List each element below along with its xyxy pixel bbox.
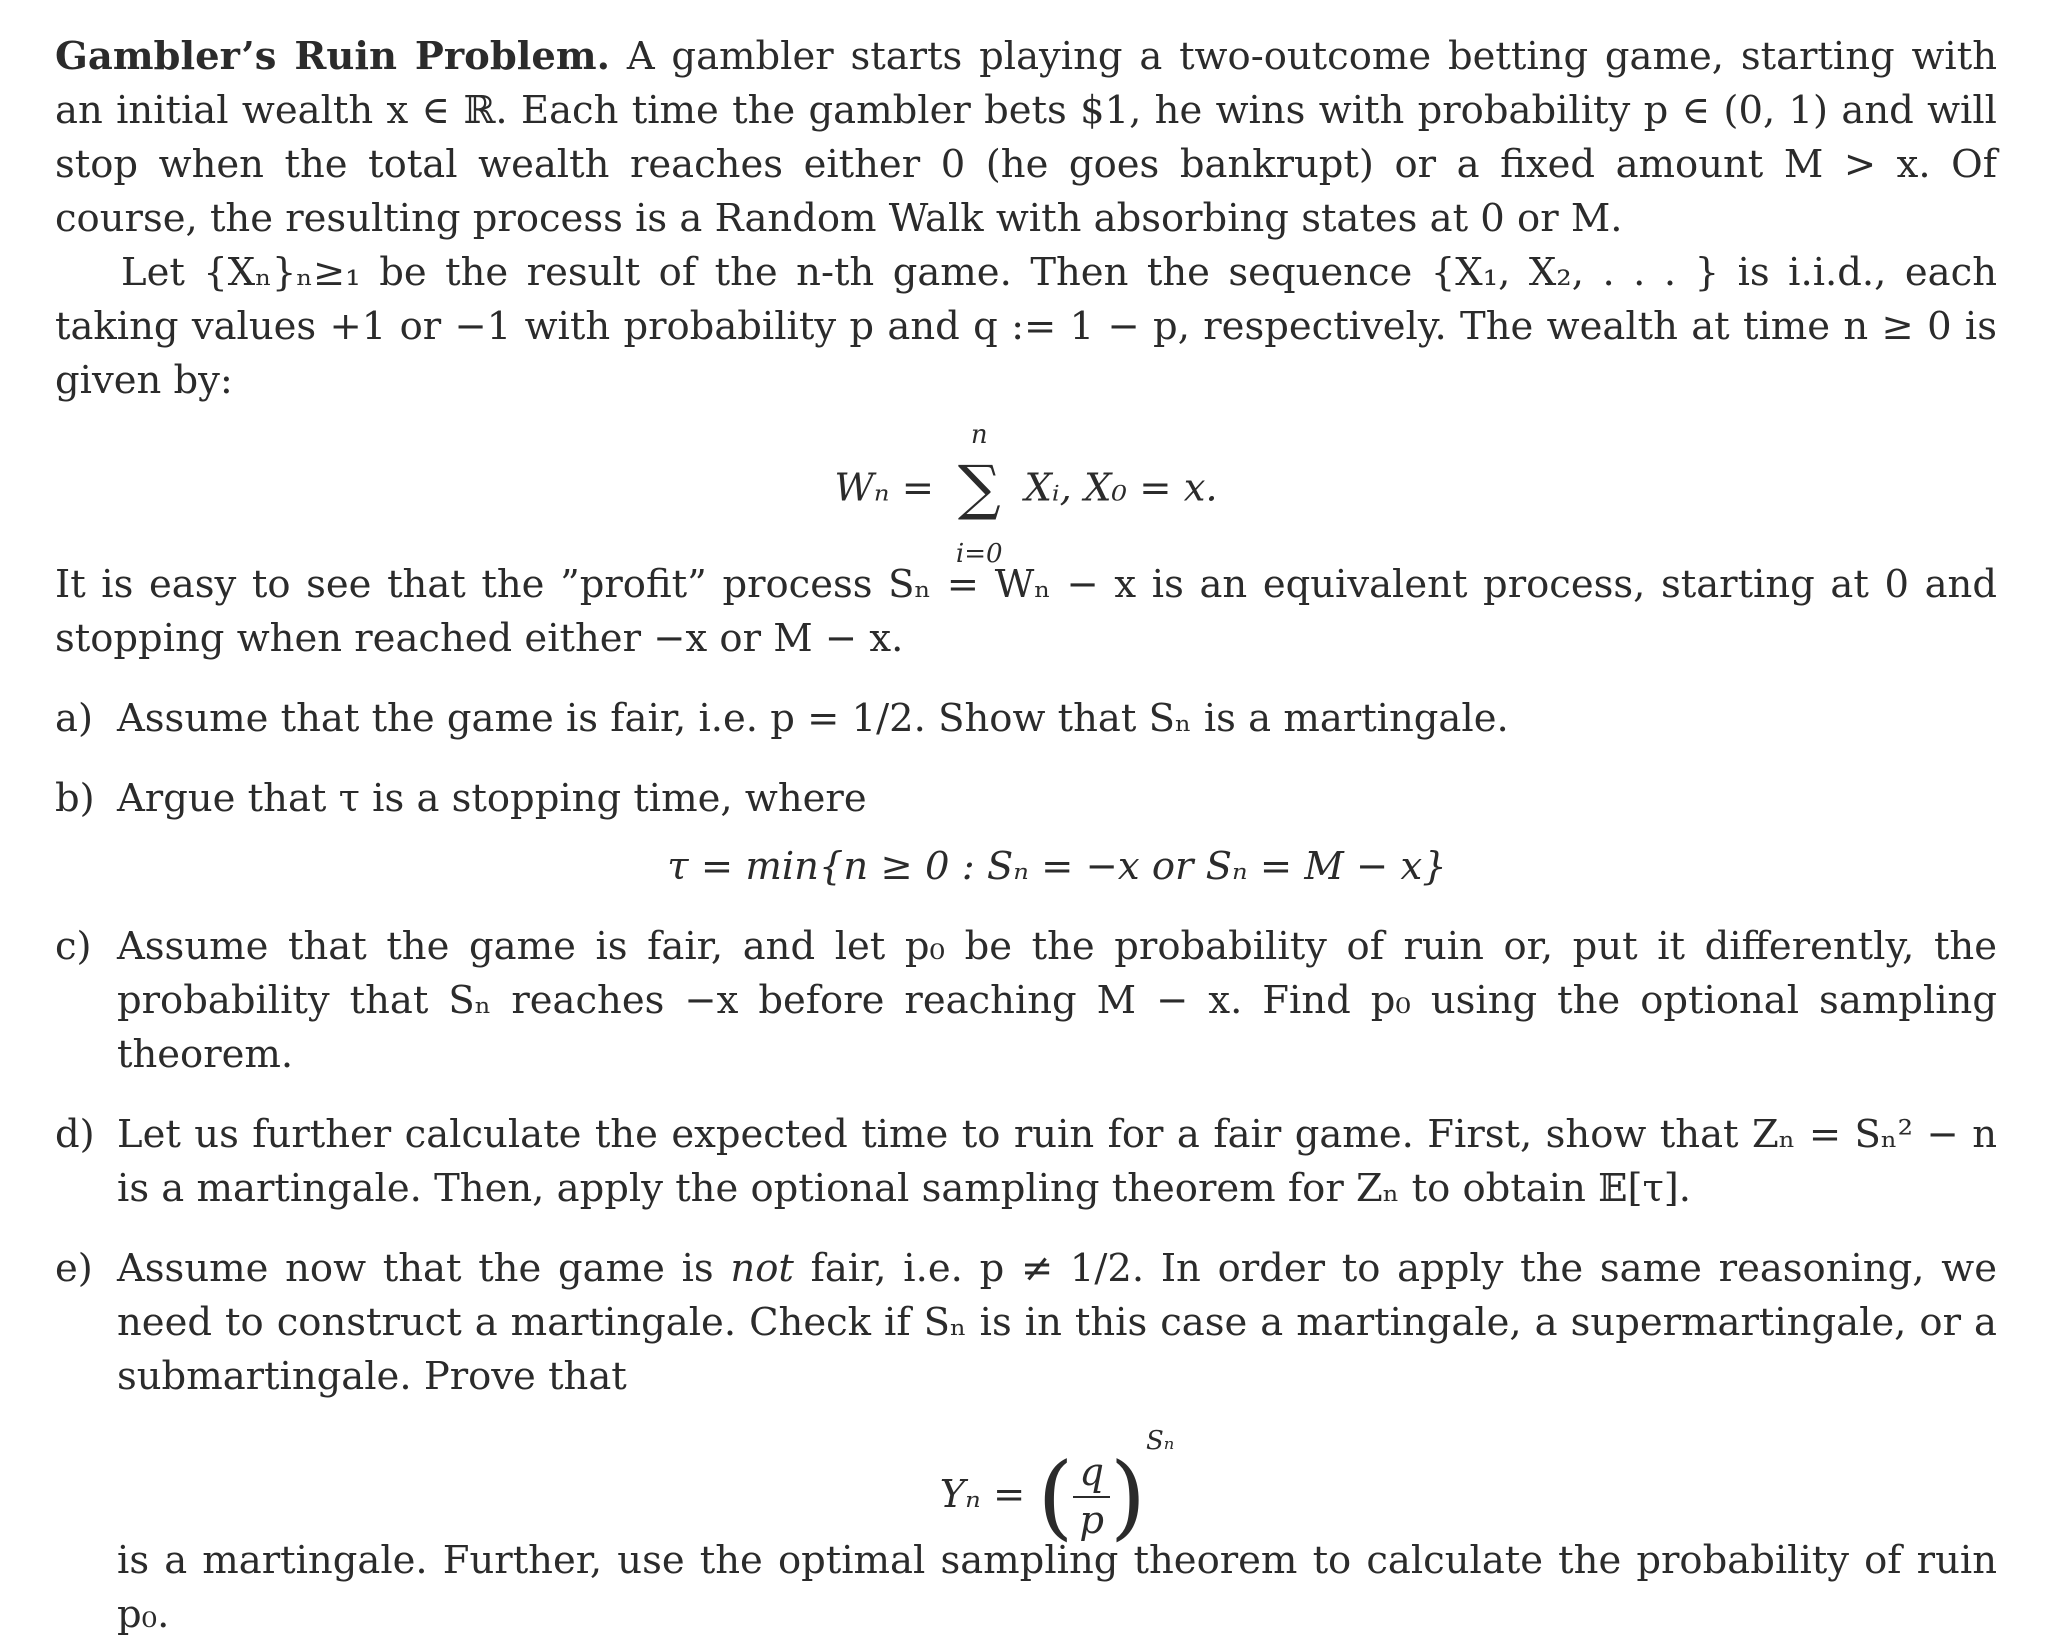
fraction-denominator: p [1079,1498,1105,1543]
y-eq-exponent: Sₙ [1145,1426,1175,1456]
fraction-numerator: q [1073,1450,1110,1498]
y-eq-lhs: Yₙ = [939,1472,1026,1517]
part-a [55,692,1997,746]
problem-sheet [55,30,1997,1642]
stopping-time-equation: τ = min{n ≥ 0 : Sₙ = −x or Sₙ = M − x} [667,844,1447,889]
problem-title: Gambler’s Ruin Problem. [55,34,611,79]
part-b [55,772,1997,894]
part-d [55,1108,1997,1216]
wealth-eq-rhs: Xᵢ, X₀ = x. [1024,465,1218,511]
part-e-conclusion: is a martingale. Further, use the optimal sampling theorem to calculate the probability of ruin p₀. [117,1538,1997,1637]
intro-paragraph-1 [55,30,1997,246]
sum-lower-limit: i=0 [955,539,1003,569]
part-c [55,920,1997,1082]
wealth-equation [55,408,1997,569]
y-martingale-equation: Yₙ = ( $\frac{q}{p}$ )$^{S_n}$ [939,1426,1175,1550]
sum-upper-limit: n [970,420,988,450]
part-e-text: Assume now that the game is not fair, i.e. p ≠ 1/2. In order to apply the same reasoning, we need to construct a martingale. Check if Sₙ is in this case a martingale, a supermartingale, or a submartingale. Prove that [117,1246,1997,1399]
part-a-label: a) [55,696,93,741]
intro-text-1: A gambler starts playing a two-outcome betting game, starting with an initial wealth x ∈ ℝ. Each time the gambler bets $1, he wins with probability p ∈ (0, 1) and will stop when the total wealth reaches either 0 (he goes bankrupt) or a fixed amount M > x. Of course, the resulting process is a Random Walk with absorbing states at 0 or M. [55,34,1997,241]
intro-paragraph-2: Let {Xₙ}ₙ≥₁ be the result of the n-th game. Then the sequence {X₁, X₂, . . . } is i.i.d., each taking values +1 or −1 with probability p and q := 1 − p, respectively. The wealth at time n ≥ 0 is given by: [55,250,1997,403]
part-b-text: Argue that τ is a stopping time, where [117,776,867,821]
q-over-p-fraction [1073,1450,1110,1544]
summation-symbol: n ∑ i=0 [946,458,1012,523]
part-a-text: Assume that the game is fair, i.e. p = 1/2. Show that Sₙ is a martingale. [117,696,1509,741]
part-e-label: e) [55,1246,93,1291]
part-b-label: b) [55,776,95,821]
part-c-label: c) [55,924,92,969]
part-d-label: d) [55,1112,95,1157]
part-e [55,1242,1997,1642]
emphasis-not: not [730,1246,794,1291]
intro-paragraph-3: It is easy to see that the ”profit” process Sₙ = Wₙ − x is an equivalent process, starting at 0 and stopping when reached either −x or M − x. [55,562,1997,661]
part-d-text: Let us further calculate the expected time to ruin for a fair game. First, show that Zₙ = Sₙ² − n is a martingale. Then, apply the optional sampling theorem for Zₙ to obtain 𝔼[τ]. [117,1112,1997,1211]
part-c-text: Assume that the game is fair, and let p₀ be the probability of ruin or, put it differently, the probability that Sₙ reaches −x before reaching M − x. Find p₀ using the optional sampling theorem. [117,924,1997,1077]
wealth-eq-lhs: Wₙ = [834,465,934,511]
